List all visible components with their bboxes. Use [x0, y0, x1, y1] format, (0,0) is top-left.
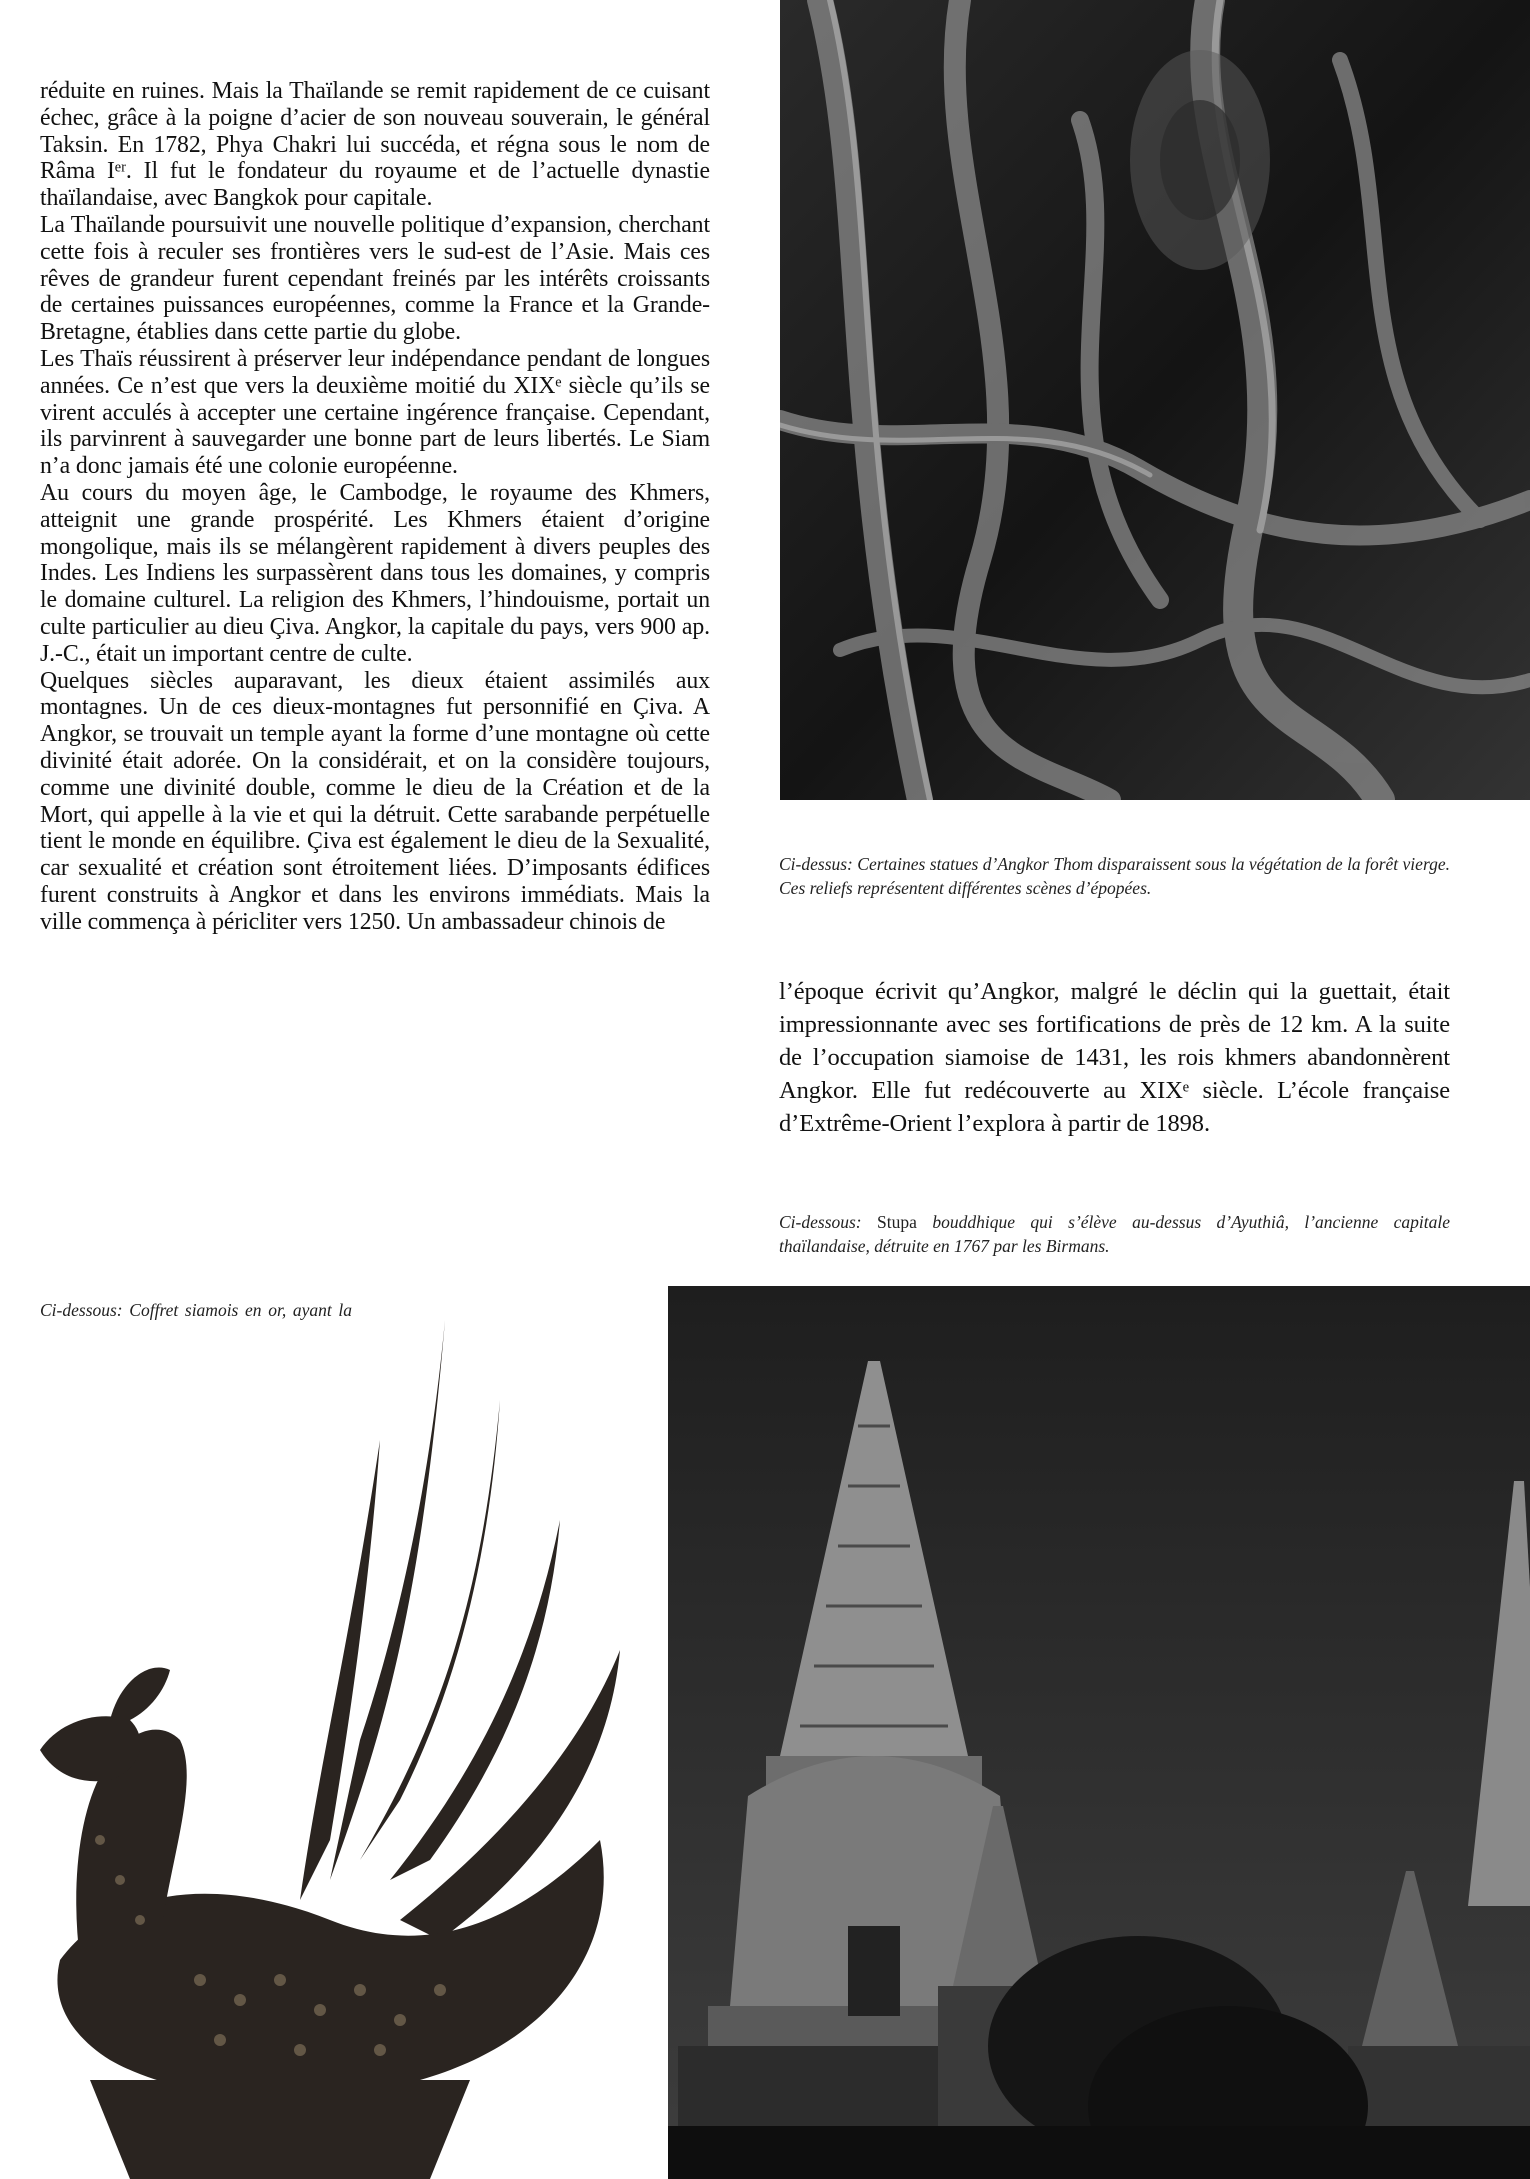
caption-coffret-text: Coffret siamois en or, ayant la: [129, 1300, 352, 1320]
caption-stupa-text: bouddhique qui s’élève au-dessus d’Ayuthiâ, l’ancienne capitale thaïlandaise, détruite en 1767 par les Birmans.: [779, 1212, 1450, 1256]
coffret-coq-photo: [0, 1320, 668, 2179]
paragraph-continuation: l’époque écrivit qu’Angkor, malgré le déclin qui la guettait, était impressionnante avec ses fortifications de près de 12 km. A la suite de l’occupation siamoise de 1431, les rois khmers abandonnèrent Angkor. Elle fut redécouverte au XIXᵉ siècle. L’école française d’Extrême-Orient l’explora à partir de 1898.: [779, 978, 1450, 1137]
paragraph-5: Quelques siècles auparavant, les dieux étaient assimilés aux montagnes. Un de ces dieux-montagnes fut personnifié en Çiva. A Angkor, se trouvait un temple ayant la forme d’une montagne où cette divinité était adorée. On la considérait, et on la considère toujours, comme une divinité double, comme le dieu de la Création et de la Mort, qui appelle à la vie et qui la détruit. Cette sarabande perpétuelle tient le monde en équilibre. Çiva est également le dieu de la Sexualité, car sexualité et création sont étroitement liées. D’imposants édifices furent construits à Angkor et dans les environs immédiats. Mais la ville commença à péricliter vers 1250. Un ambassadeur chinois de: [40, 667, 710, 935]
paragraph-1: réduite en ruines. Mais la Thaïlande se remit rapidement de ce cuisant échec, grâce à la poigne d’acier de son nouveau souverain, le général Taksin. En 1782, Phya Chakri lui succéda, et régna sous le nom de Râma Iᵉʳ. Il fut le fondateur du royaume et de l’actuelle dynastie thaïlandaise, avec Bangkok pour capitale.: [40, 78, 710, 212]
caption-angkor: [779, 852, 1450, 900]
caption-stupa-upright: Stupa: [877, 1212, 917, 1232]
caption-stupa: [779, 1210, 1450, 1258]
ayuthia-stupa-photo: [668, 1286, 1530, 2179]
caption-angkor-lead: Ci-dessus:: [779, 854, 853, 874]
caption-coffret-lead: Ci-dessous:: [40, 1300, 123, 1320]
article-continuation: [779, 975, 1450, 1140]
caption-stupa-lead: Ci-dessous:: [779, 1212, 862, 1232]
paragraph-2: La Thaïlande poursuivit une nouvelle politique d’expansion, cherchant cette fois à reculer ses frontières vers le sud-est de l’Asie. Mais ces rêves de grandeur furent cependant freinés par les intérêts croissants de certaines puissances européennes, comme la France et la Grande-Bretagne, établies dans cette partie du globe.: [40, 211, 710, 346]
paragraph-3: Les Thaïs réussirent à préserver leur indépendance pendant de longues années. Ce n’est que vers la deuxième moitié du XIXᵉ siècle qu’ils se virent acculés à accepter une certaine ingérence française. Cependant, ils parvinrent à sauvegarder une bonne part de leurs libertés. Le Siam n’a donc jamais été une colonie européenne.: [40, 345, 710, 480]
angkor-roots-photo: [780, 0, 1530, 800]
article-body: [40, 78, 710, 936]
caption-angkor-text: Certaines statues d’Angkor Thom disparaissent sous la végétation de la forêt vierge. Ces reliefs représentent différentes scènes d’épopées.: [779, 854, 1450, 898]
paragraph-4: Au cours du moyen âge, le Cambodge, le royaume des Khmers, atteignit une grande prospérité. Les Khmers étaient d’origine mongolique, mais ils se mélangèrent rapidement à divers peuples des Indes. Les Indiens les surpassèrent dans tous les domaines, y compris le domaine culturel. La religion des Khmers, l’hindouisme, portait un culte particulier au dieu Çiva. Angkor, la capitale du pays, vers 900 ap. J.-C., était un important centre de culte.: [40, 479, 710, 667]
